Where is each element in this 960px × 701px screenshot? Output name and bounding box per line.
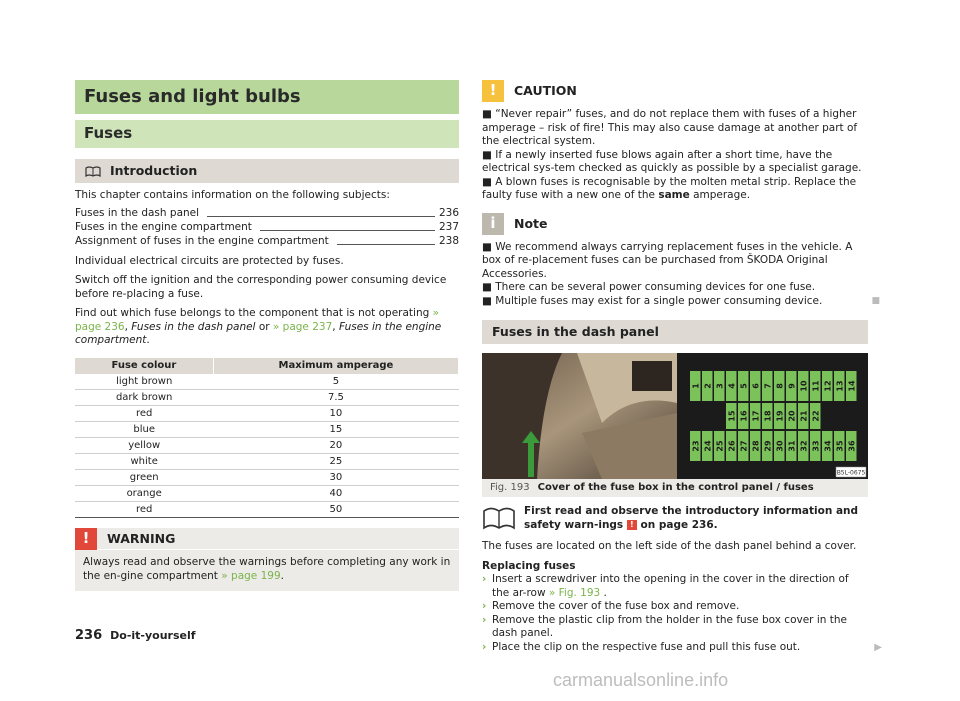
table-row: white 25 [75, 454, 459, 470]
table-header: Fuse colour [75, 358, 213, 374]
footer-section: Do-it-yourself [110, 629, 196, 642]
fuse-label: 12 [823, 380, 833, 392]
fuse-label: 1 [691, 383, 701, 389]
fuse-label: 22 [811, 410, 821, 422]
first-read-note: First read and observe the introductory information and safety warn-ings ! on page 236. [482, 505, 868, 532]
list-item: › Place the clip on the respective fuse and pull this fuse out. ▶ [482, 640, 882, 653]
arrow-icon: › [482, 640, 487, 653]
section-title-fuses: Fuses [75, 120, 459, 148]
fuse-label: 7 [763, 383, 773, 389]
fuse-label: 4 [727, 383, 737, 389]
table-row: yellow 20 [75, 438, 459, 454]
end-marker-icon: ■ [871, 295, 880, 306]
paragraph: Switch off the ignition and the corresponding power consuming device before re-placing a fuse. [75, 274, 447, 300]
caution-list [482, 108, 868, 203]
toc-item[interactable]: Assignment of fuses in the engine compartment 238 [75, 235, 459, 247]
list-item: ■ “Never repair” fuses, and do not replace them with fuses of a higher amperage – risk of fire! This may also cause damage at another part of the electrical system. [482, 108, 858, 147]
fuse-label: 6 [751, 383, 761, 389]
figure-number: Fig. 193 [490, 482, 530, 494]
fuse-label: 33 [811, 440, 821, 452]
fuse-label: 16 [739, 410, 749, 422]
table-row: blue 15 [75, 422, 459, 438]
fuse-label: 20 [787, 410, 797, 422]
caution-title: CAUTION [514, 83, 577, 99]
fuse-label: 2 [703, 383, 713, 389]
page-link[interactable]: » page 237 [272, 320, 333, 333]
paragraph: Individual electrical circuits are protected by fuses. [75, 254, 344, 267]
fuse-label: 18 [763, 410, 773, 422]
intro-text: This chapter contains information on the following subjects: [75, 189, 390, 201]
fuse-label: 8 [775, 383, 785, 389]
list-item: › Remove the cover of the fuse box and remove. [482, 600, 740, 612]
caution-icon: ! [482, 80, 504, 102]
continue-arrow-icon: ▶ [874, 641, 882, 653]
fuse-label: 19 [775, 410, 785, 422]
fuse-label: 26 [727, 440, 737, 452]
table-row: orange 40 [75, 486, 459, 502]
right-column [482, 80, 882, 654]
page-link[interactable]: » page 236 [75, 307, 440, 333]
intro-heading [75, 159, 459, 183]
fuse-label: 30 [775, 440, 785, 452]
fuse-label: 3 [715, 383, 725, 389]
figure-caption [482, 479, 868, 497]
fuse-label: 29 [763, 440, 773, 452]
arrow-icon: › [482, 573, 487, 585]
fuse-label: 25 [715, 440, 725, 452]
fuse-label: 15 [727, 410, 737, 422]
fuse-label: 35 [835, 440, 845, 452]
fuse-label: 14 [847, 380, 857, 392]
list-item: ■ A blown fuses is recognisable by the molten metal strip. Replace the faulty fuse with a new one of the same amperage. [482, 175, 857, 201]
table-row: green 30 [75, 470, 459, 486]
toc-list [75, 207, 459, 249]
list-item: ■ Multiple fuses may exist for a single power consuming device. ■ [482, 294, 880, 307]
info-icon: i [482, 213, 504, 235]
figure-caption-text: Cover of the fuse box in the control panel / fuses [537, 482, 814, 494]
fuse-label: 28 [751, 440, 761, 452]
note-title: Note [514, 215, 548, 231]
chapter-title: Fuses and light bulbs [75, 80, 459, 114]
list-item: › Remove the plastic clip from the holder in the fuse box cover in the dash panel. [482, 613, 847, 639]
fuse-label: 32 [799, 440, 809, 452]
table-row: light brown 5 [75, 374, 459, 390]
fuse-label: 13 [835, 380, 845, 392]
section-title-dash-panel: Fuses in the dash panel [482, 320, 868, 344]
fuse-label: 24 [703, 440, 713, 452]
warning-icon: ! [75, 528, 97, 550]
page-footer [75, 629, 196, 643]
book-icon [85, 166, 101, 177]
steps-list [482, 573, 882, 654]
fuse-label: 5 [739, 383, 749, 389]
table-header: Maximum amperage [213, 358, 458, 374]
note-box [482, 213, 880, 309]
replacing-title: Replacing fuses [482, 559, 576, 572]
fuse-label: 21 [799, 410, 809, 422]
fuse-colour-table [75, 358, 459, 519]
figure-ref: B5L-0675 [836, 469, 866, 477]
fuse-label: 23 [691, 440, 701, 452]
table-row: red 50 [75, 502, 459, 518]
warning-text: Always read and observe the warnings before completing any work in the en-gine compartment » page 199. [83, 556, 451, 582]
fuse-label: 10 [799, 380, 809, 392]
list-item: ■ We recommend always carrying replacement fuses in the vehicle. A box of re-placement fuses can be purchased from ŠKODA Original Accessories. [482, 240, 853, 280]
fuse-label: 11 [811, 380, 821, 392]
arrow-icon: › [482, 613, 487, 626]
table-row: red 10 [75, 406, 459, 422]
fuse-box-illustration [482, 353, 868, 479]
fuse-box-figure [482, 353, 868, 479]
list-item: ■ There can be several power consuming devices for one fuse. [482, 281, 816, 293]
toc-item[interactable]: Fuses in the dash panel 236 [75, 207, 459, 219]
figure-link[interactable]: » Fig. 193 [548, 586, 601, 599]
toc-item[interactable]: Fuses in the engine compartment 237 [75, 221, 459, 233]
watermark: carmanualsonline.info [553, 670, 729, 690]
warning-box [75, 528, 459, 591]
paragraph: Find out which fuse belongs to the component that is not operating » page 236, Fuses in the dash panel or » page 237, Fuses in the engine compartment. [75, 307, 442, 346]
fuse-label: 31 [787, 440, 797, 452]
book-icon [482, 505, 516, 531]
caution-box [482, 80, 868, 203]
fuse-label: 34 [823, 440, 833, 452]
fuse-label: 9 [787, 383, 797, 389]
warning-icon: ! [627, 520, 637, 530]
note-list [482, 240, 880, 309]
arrow-icon: › [482, 600, 487, 612]
fuse-label: 27 [739, 440, 749, 452]
list-item: ■ If a newly inserted fuse blows again after a short time, have the electrical sys-tem checked as quickly as possible by a specialist garage. [482, 148, 862, 174]
warning-title: WARNING [107, 530, 176, 546]
intro-title: Introduction [110, 163, 198, 179]
fuse-label: 36 [847, 440, 857, 452]
fuse-label: 17 [751, 410, 761, 422]
list-item: › Insert a screwdriver into the opening in the cover in the direction of the ar-row » Fig. 193 . [482, 573, 849, 599]
page-number: 236 [75, 628, 103, 643]
left-column [75, 80, 459, 591]
table-row: dark brown 7.5 [75, 390, 459, 406]
paragraph: The fuses are located on the left side of the dash panel behind a cover. [482, 540, 857, 552]
page-link[interactable]: » page 199 [221, 569, 281, 582]
